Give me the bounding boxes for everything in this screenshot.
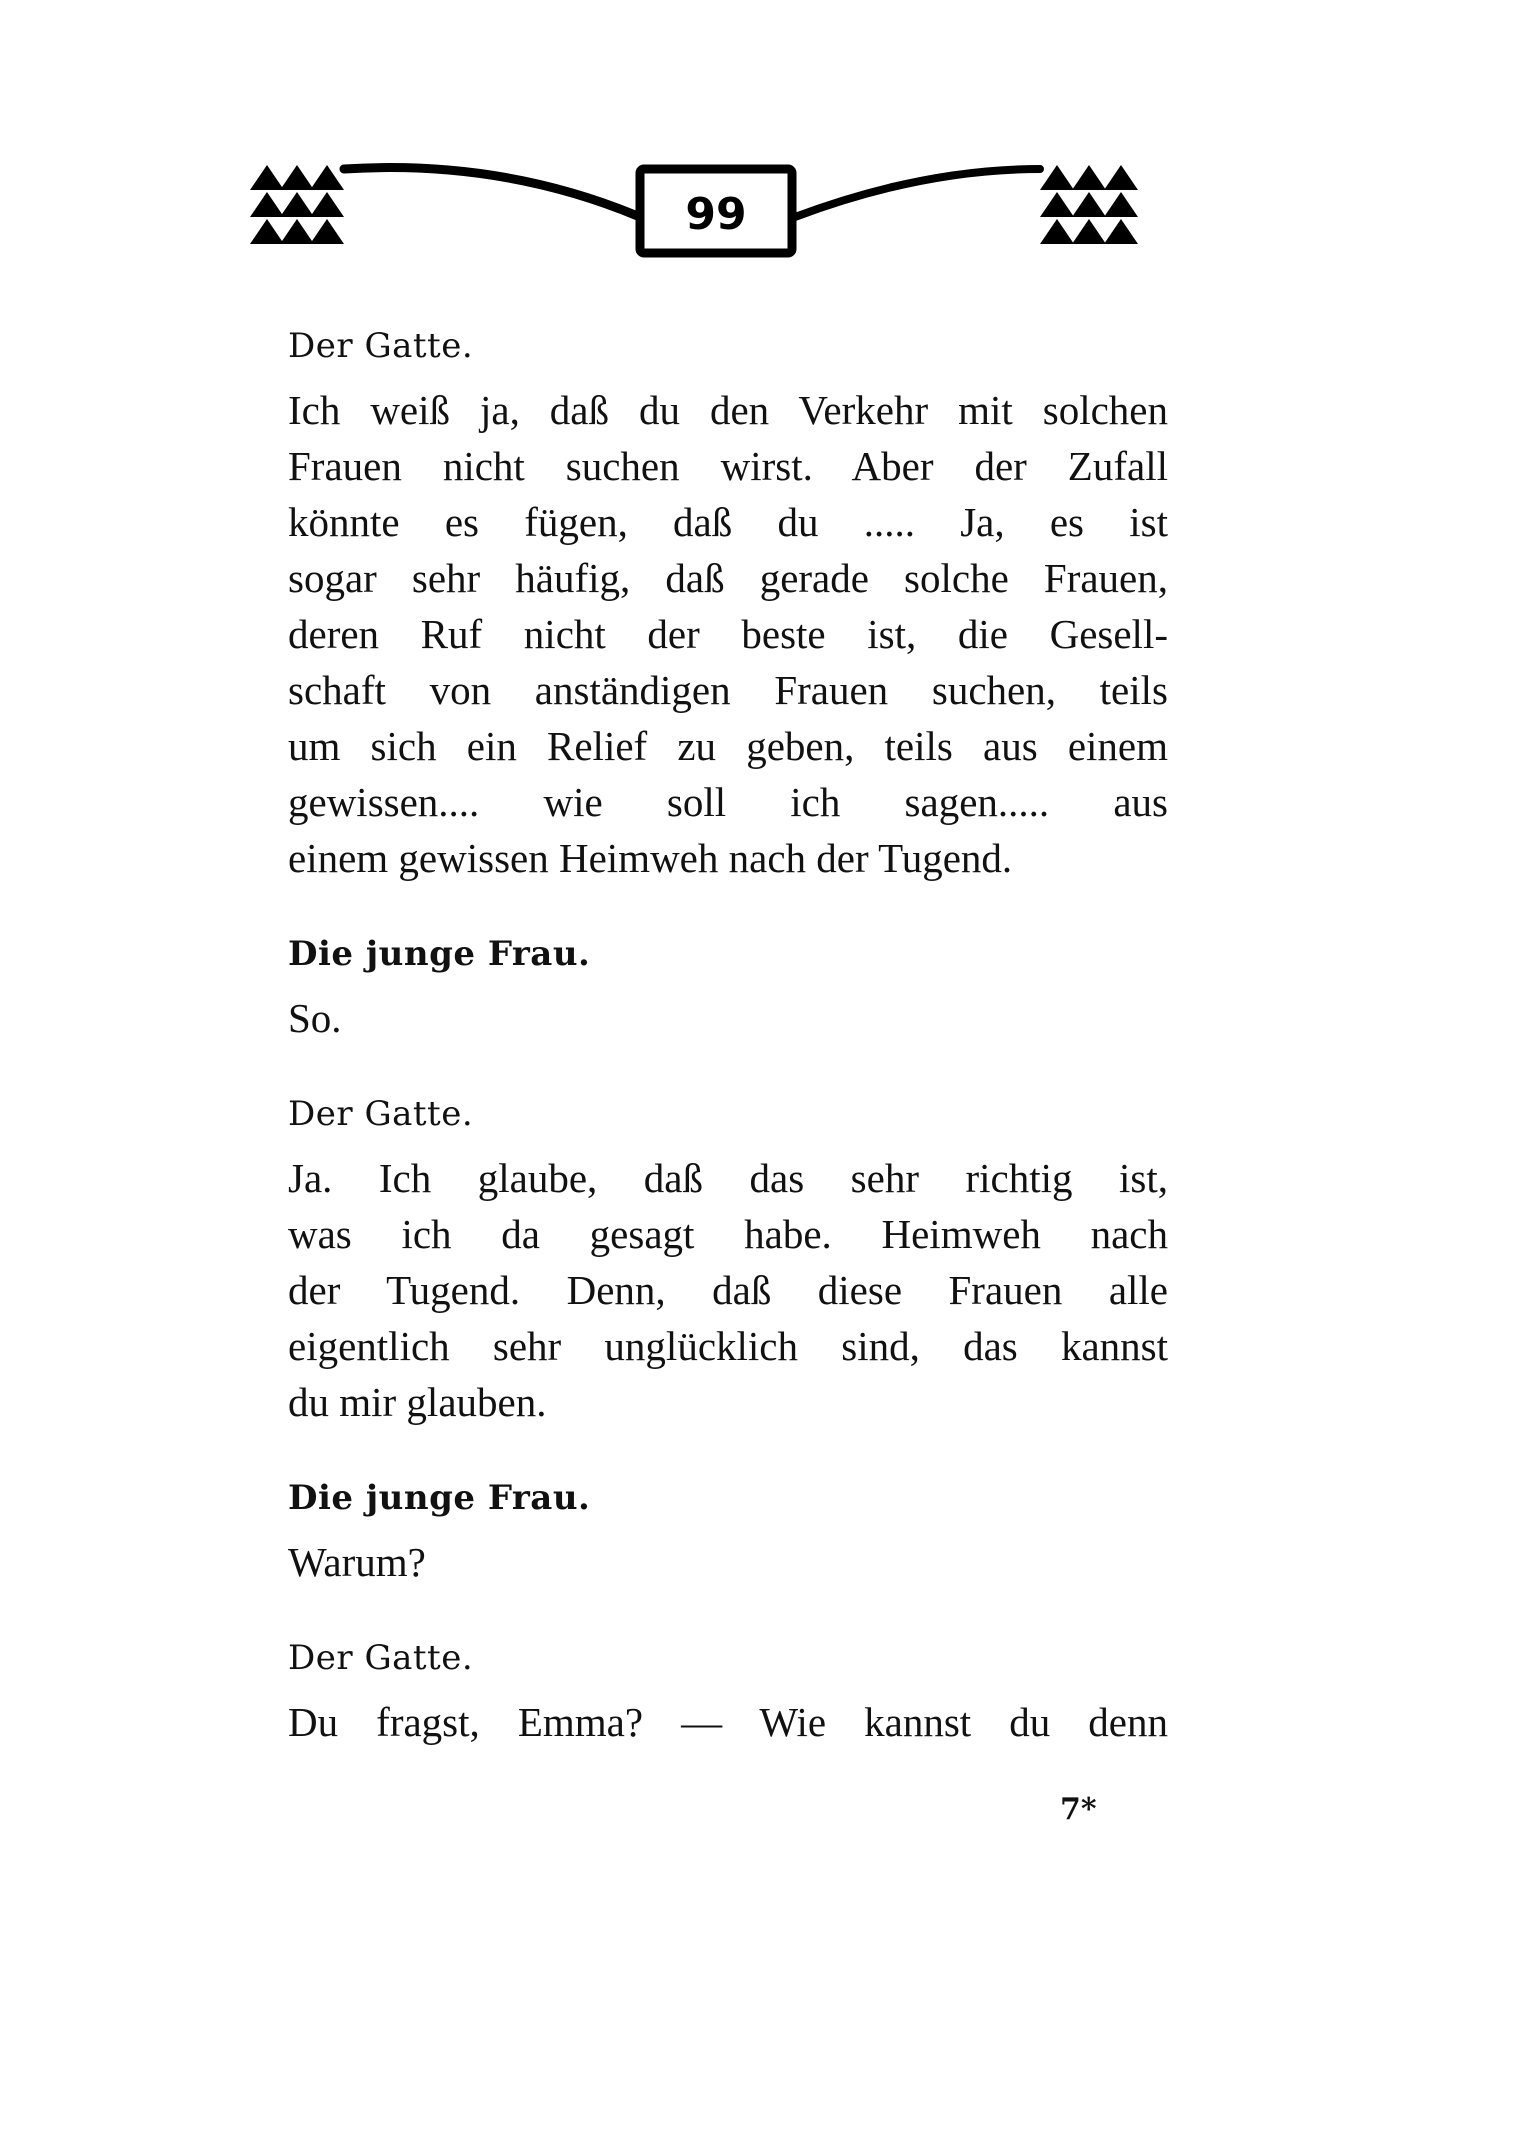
text-line: einem gewissen Heimweh nach der Tugend.: [288, 835, 1013, 881]
ornament-graphic: [240, 155, 1200, 265]
right-swoosh-icon: [795, 169, 1040, 217]
speaker-name: Der Gatte.: [288, 1638, 474, 1678]
text-line: gewissen.... wie soll ich sagen..... aus: [288, 779, 1168, 825]
right-triangle-cluster-icon: [1040, 165, 1138, 244]
page-header-ornament: [240, 155, 1200, 265]
page-content: [288, 318, 1168, 1788]
text-line: Frauen nicht suchen wirst. Aber der Zufall: [288, 443, 1168, 489]
text-line: Ich weiß ja, daß du den Verkehr mit solchen: [288, 387, 1168, 433]
text-line: sogar sehr häufig, daß gerade solche Frauen,: [288, 555, 1168, 601]
speech-text: [288, 990, 1168, 1046]
text-line: um sich ein Relief zu geben, teils aus einem: [288, 723, 1168, 769]
speech-text: [288, 1694, 1168, 1750]
speaker-name: Der Gatte.: [288, 326, 474, 366]
text-line: könnte es fügen, daß du ..... Ja, es ist: [288, 499, 1168, 545]
left-triangle-cluster-icon: [250, 165, 344, 244]
speech-text: [288, 1150, 1168, 1430]
dialogue-block: [288, 1630, 1168, 1750]
left-swoosh-icon: [344, 168, 640, 217]
speech-text: [288, 1534, 1168, 1590]
printer-signature-mark: 7*: [1060, 1792, 1097, 1827]
page-number: 99: [685, 189, 747, 240]
speaker-name: Die junge Frau.: [288, 934, 591, 974]
dialogue-block: [288, 1470, 1168, 1590]
speaker-name: Die junge Frau.: [288, 1478, 591, 1518]
speech-text: [288, 382, 1168, 886]
text-line: du mir glauben.: [288, 1379, 547, 1425]
dialogue-block: [288, 926, 1168, 1046]
text-line: So.: [288, 995, 342, 1041]
text-line: der Tugend. Denn, daß diese Frauen alle: [288, 1267, 1168, 1313]
dialogue-block: [288, 1086, 1168, 1430]
speaker-name: Der Gatte.: [288, 1094, 474, 1134]
text-line: Ja. Ich glaube, daß das sehr richtig ist,: [288, 1155, 1168, 1201]
text-line: Warum?: [288, 1539, 426, 1585]
text-line: was ich da gesagt habe. Heimweh nach: [288, 1211, 1168, 1257]
text-line: schaft von anständigen Frauen suchen, teils: [288, 667, 1168, 713]
text-line: Du fragst, Emma? — Wie kannst du denn: [288, 1699, 1168, 1745]
text-line: eigentlich sehr unglücklich sind, das kannst: [288, 1323, 1168, 1369]
dialogue-block: [288, 318, 1168, 886]
text-line: deren Ruf nicht der beste ist, die Gesell-: [288, 611, 1168, 657]
